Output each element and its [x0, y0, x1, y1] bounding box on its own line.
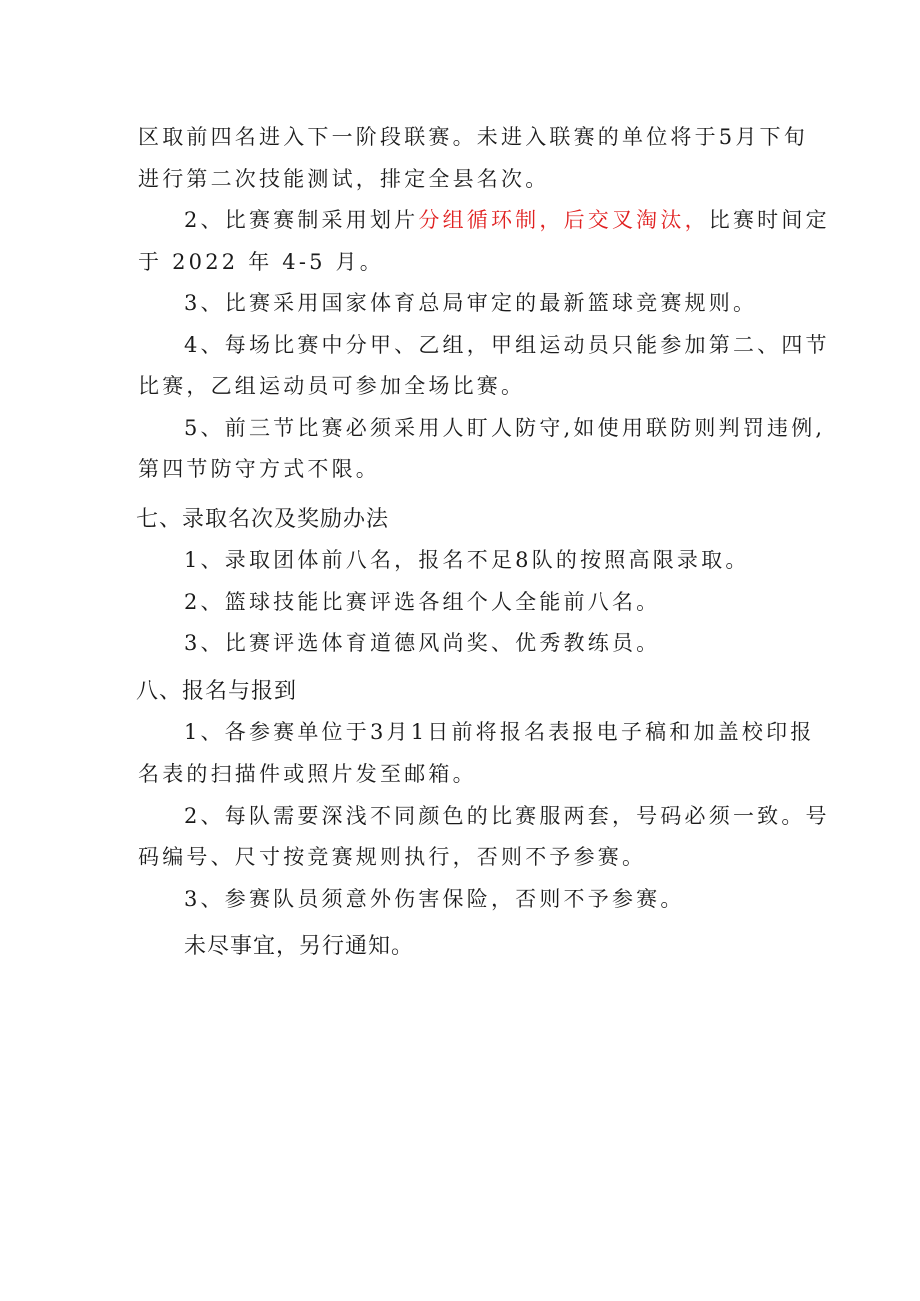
rule-item-5-line-1: 5、前三节比赛必须采用人盯人防守,如使用联防则判罚违例, — [184, 416, 826, 440]
rule-item-4-line-2: 比赛，乙组运动员可参加全场比赛。 — [138, 374, 526, 398]
section-7-item-1: 1、录取团体前八名，报名不足8队的按照高限录取。 — [184, 548, 750, 572]
section-7-title: 七、录取名次及奖励办法 — [136, 507, 390, 532]
rule-item-2-line-2: 于 2022 年 4-5 月。 — [138, 250, 384, 274]
section-8-item-1-line-2: 名表的扫描件或照片发至邮箱。 — [138, 762, 477, 786]
rule-item-2-prefix: 2、比赛赛制采用划片 — [184, 208, 419, 232]
rules-line-1: 区取前四名进入下一阶段联赛。未进入联赛的单位将于5月下旬 — [138, 125, 808, 149]
section-8-item-2-line-1: 2、每队需要深浅不同颜色的比赛服两套，号码必须一致。号 — [184, 804, 830, 828]
rule-item-5-line-2: 第四节防守方式不限。 — [138, 457, 380, 481]
section-8-item-3: 3、参赛队员须意外伤害保险，否则不予参赛。 — [184, 887, 685, 911]
section-8-item-2-line-2: 码编号、尺寸按竞赛规则执行，否则不予参赛。 — [138, 845, 647, 869]
rule-item-2-suffix: 比赛时间定 — [708, 208, 830, 232]
rule-item-4-line-1: 4、每场比赛中分甲、乙组，甲组运动员只能参加第二、四节 — [184, 333, 830, 357]
rule-item-3: 3、比赛采用国家体育总局审定的最新篮球竞赛规则。 — [184, 291, 758, 315]
section-8-title: 八、报名与报到 — [136, 679, 298, 704]
rule-item-2-highlight: 分组循环制，后交叉淘汰， — [418, 208, 709, 232]
section-7-item-3: 3、比赛评选体育道德风尚奖、优秀教练员。 — [184, 631, 661, 655]
rule-item-2 — [184, 205, 920, 235]
section-7-item-2: 2、篮球技能比赛评选各组个人全能前八名。 — [184, 590, 661, 614]
section-8-item-1-line-1: 1、各参赛单位于3月1日前将报名表报电子稿和加盖校印报 — [184, 720, 815, 744]
rules-line-2: 进行第二次技能测试，排定全县名次。 — [138, 167, 550, 191]
closing-note: 未尽事宜，另行通知。 — [184, 934, 415, 959]
